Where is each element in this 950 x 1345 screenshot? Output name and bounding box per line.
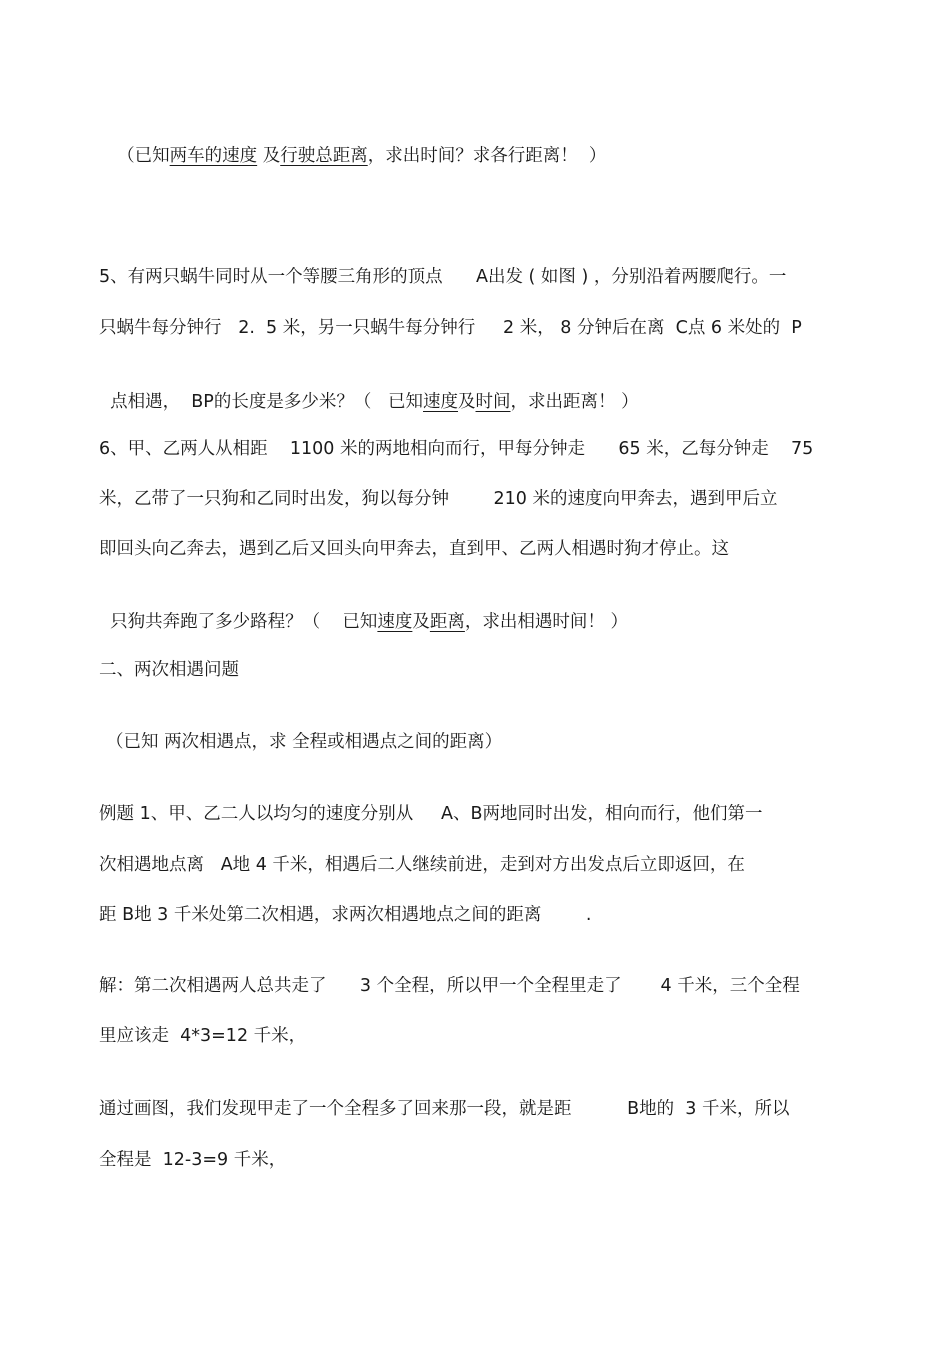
q5-line-3-post: ，求出距离！ ）: [510, 392, 639, 412]
q6-line-3: 即回头向乙奔去，遇到乙后又回头向甲奔去，直到甲、乙两人相遇时狗才停止。这: [99, 539, 729, 559]
section-2-heading: 二、两次相遇问题: [99, 660, 239, 680]
intro-open: （已知: [117, 146, 170, 166]
intro-note: [106, 120, 890, 168]
example-1-line-3: 距 B地 3 千米处第二次相遇，求两次相遇地点之间的距离 .: [99, 905, 592, 925]
q5-line-2: 只蜗牛每分钟行 2. 5 米，另一只蜗牛每分钟行 2 米， 8 分钟后在离 C点 6 米处的 P: [99, 318, 802, 338]
q6-line-2: 米，乙带了一只狗和乙同时出发，狗以每分钟 210 米的速度向甲奔去，遇到甲后立: [99, 489, 778, 509]
intro-underline-distance: 行驶总距离: [280, 146, 368, 166]
intro-underline-speed: 两车的速度: [169, 146, 258, 166]
intro-close: ，求出时间？求各行距离！ ）: [367, 146, 607, 166]
intro-mid: 及: [257, 146, 281, 166]
q5-underline-time: 时间: [475, 392, 511, 412]
q6-underline-distance: 距离: [429, 612, 465, 632]
q5-line-3: [99, 366, 890, 414]
q5-line-1: 5、有两只蜗牛同时从一个等腰三角形的顶点 A出发 ( 如图 ) ，分别沿着两腰爬行。一: [99, 267, 787, 287]
section-2-note: （已知 两次相遇点，求 全程或相遇点之间的距离）: [106, 732, 503, 752]
solution-line-4: 全程是 12-3=9 千米，: [99, 1150, 287, 1170]
solution-line-1: 解：第二次相遇两人总共走了 3 个全程，所以甲一个全程里走了 4 千米，三个全程: [99, 976, 800, 996]
example-1-line-2: 次相遇地点离 A地 4 千米，相遇后二人继续前进，走到对方出发点后立即返回，在: [99, 855, 745, 875]
q6-underline-speed: 速度: [377, 612, 413, 632]
solution-line-2: 里应该走 4*3=12 千米，: [99, 1026, 307, 1046]
q5-underline-speed: 速度: [423, 392, 459, 412]
q6-line-4-post: ，求出相遇时间！ ）: [464, 612, 628, 632]
q6-line-1: 6、甲、乙两人从相距 1100 米的两地相向而行，甲每分钟走 65 米，乙每分钟走 75: [99, 439, 814, 459]
q5-line-3-pre: 点相遇， BP的长度是多少米？（ 已知: [110, 392, 424, 412]
solution-line-3: 通过画图，我们发现甲走了一个全程多了回来那一段，就是距 B地的 3 千米，所以: [99, 1099, 790, 1119]
example-1-line-1: 例题 1、甲、乙二人以均匀的速度分别从 A、B两地同时出发，相向而行，他们第一: [99, 804, 763, 824]
q5-line-3-mid: 及: [458, 392, 476, 412]
q6-line-4-pre: 只狗共奔跑了多少路程？（ 已知: [110, 612, 378, 632]
q6-line-4-mid: 及: [412, 612, 430, 632]
q6-line-4: [99, 586, 890, 634]
